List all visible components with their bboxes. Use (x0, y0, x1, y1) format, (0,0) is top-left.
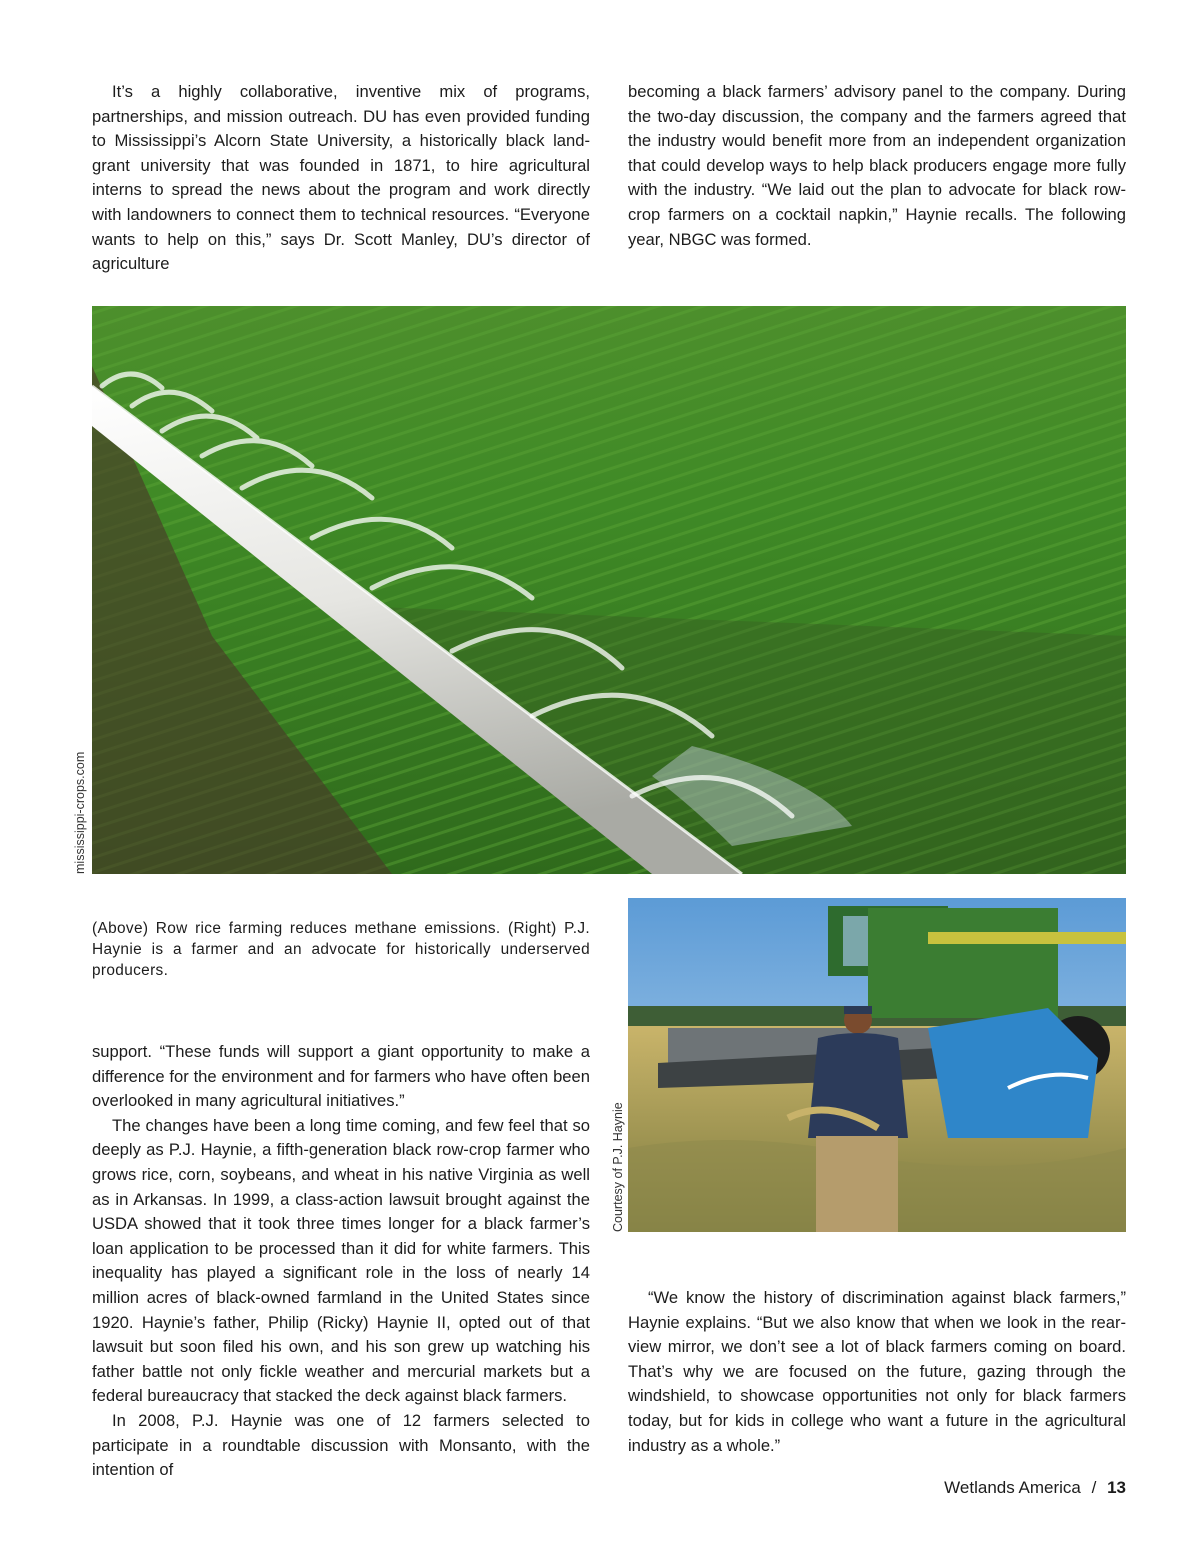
photo-credit-farmer: Courtesy of P.J. Haynie (611, 1102, 625, 1232)
paragraph: “We know the history of discrimination against black farmers,” Haynie explains. “But we also know that when we look in the rear-view mirror, we don’t see a lot of black farmers coming on board. That’s why we are focused on the future, gazing through the windshield, to showcase opportunities not only for black farmers today, but for kids in college who want a future in the agricultural industry as a whole.” (628, 1288, 1126, 1455)
farmer-combine-photo (628, 898, 1126, 1232)
paragraph: becoming a black farmers’ advisory panel to the company. During the two-day discussion, the company and the farmers agreed that the industry would benefit more from an independent organization that could develop ways to help black producers engage more fully with the industry. “We laid out the plan to advocate for black row-crop farmers on a cocktail napkin,” Haynie recalls. The following year, NBGC was formed. (628, 82, 1126, 249)
photo-caption: (Above) Row rice farming reduces methane emissions. (Right) P.J. Haynie is a farmer and an advocate for historically underserved producers. (92, 920, 590, 979)
page-footer (944, 1478, 1126, 1498)
paragraph: In 2008, P.J. Haynie was one of 12 farmers selected to participate in a roundtable discussion with Monsanto, with the intention of (92, 1410, 590, 1480)
page-number: 13 (1107, 1478, 1126, 1497)
paragraph: support. “These funds will support a giant opportunity to make a difference for the environment and for farmers who have often been overlooked in many agricultural initiatives.” (92, 1042, 590, 1111)
publication-name: Wetlands America (944, 1478, 1081, 1497)
rice-field-photo (92, 306, 1126, 874)
article-column-bottom-right (628, 1286, 1126, 1458)
article-column-bottom-left (92, 1040, 590, 1483)
article-column-top-left (92, 80, 590, 277)
paragraph: The changes have been a long time coming, and few feel that so deeply as P.J. Haynie, a fifth-generation black row-crop farmer who grows rice, corn, soybeans, and wheat in his native Virginia as well as in Arkansas. In 1999, a class-action lawsuit brought against the USDA showed that it took three times longer for a black farmer’s loan application to be processed than it did for white farmers. This inequality has played a significant role in the loss of nearly 14 million acres of black-owned farmland in the United States since 1920. Haynie’s father, Philip (Ricky) Haynie II, opted out of that lawsuit but soon filed his own, and his son grew up watching his father battle not only fickle weather and mercurial markets but a federal bureaucracy that stacked the deck against black farmers. (92, 1115, 590, 1406)
paragraph: It’s a highly collaborative, inventive mix of programs, partnerships, and mission outreach. DU has even provided funding to Mississippi’s Alcorn State University, a historically black land-grant university that was founded in 1871, to hire agricultural interns to spread the news about the program and work directly with landowners to connect them to technical resources. “Everyone wants to help on this,” says Dr. Scott Manley, DU’s director of agriculture (92, 82, 590, 274)
photo-credit-rice: mississippi-crops.com (73, 751, 87, 874)
footer-separator: / (1091, 1478, 1097, 1497)
article-column-top-right (628, 80, 1126, 252)
